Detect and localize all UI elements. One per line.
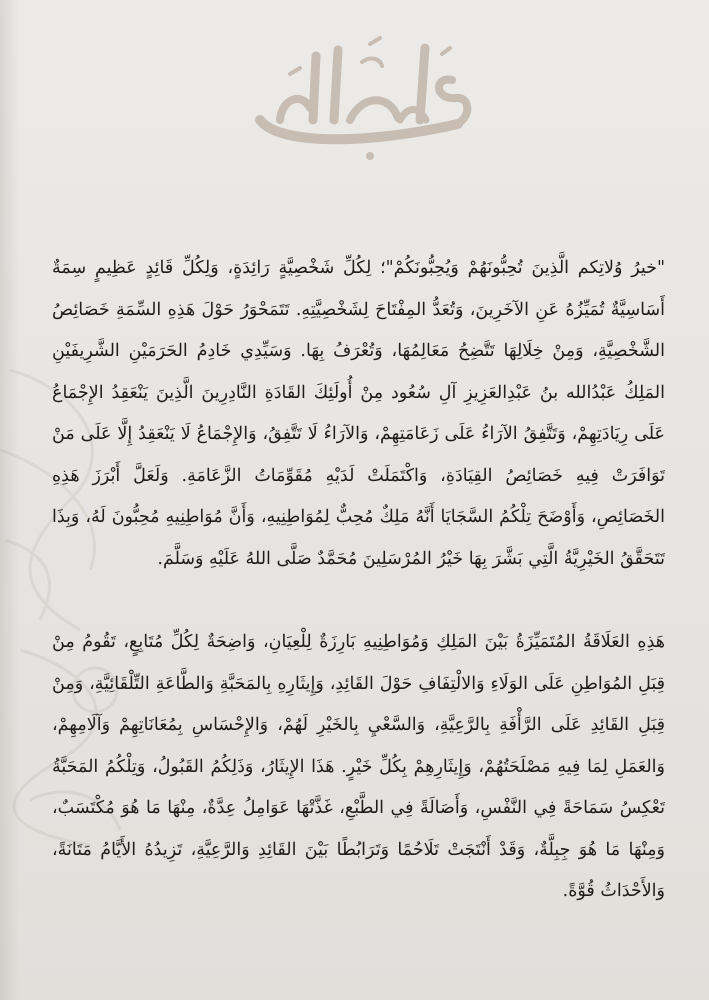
body-text: [52, 248, 665, 913]
emblem-calligraphy: [220, 28, 490, 163]
emblem-svg: [220, 28, 490, 163]
paragraph-2: هَذِهِ العَلَاقَةُ المُتَمَيِّزَةُ بَيْنَ المَلِكِ وَمُوَاطِنِيهِ بَارِزَةٌ لِلْعِيَانِ، وَاضِحَةٌ لِكُلِّ مُتَابِعٍ، تَقُومُ مِنْ قِبَلِ المُوَاطِنِ عَلَى الوَلَاءِ وَالالْتِفَافِ حَوْلَ القَائِدِ، وَإِيثَارِهِ بِالمَحَبَّةِ وَالطَّاعَةِ التِّلْقَائِيَّةِ، وَمِنْ قِبَلِ القَائِدِ عَلَى الرَّأْفَةِ بِالرَّعِيَّةِ، وَالسَّعْيِ بِالخَيْرِ لَهُمْ، وَالإِحْسَاسِ بِمُعَانَاتِهِمْ وَآلَامِهِمْ، وَالعَمَلِ لِمَا فِيهِ مَصْلَحَتُهُمْ، وَإِيثَارِهِمْ بِكُلِّ خَيْرٍ. هَذَا الإِيثَارُ، وَذَلِكُمُ القَبُولُ، وَتِلْكُمُ المَحَبَّةُ تَعْكِسُ سَمَاحَةً فِي النَّفْسِ، وَأَصَالَةً فِي الطَّبْعِ، غَذَّتْهَا عَوَامِلُ عِدَّةٌ، مِنْهَا مَا هُوَ مُكْتَسَبٌ، وَمِنْهَا مَا هُوَ جِبِلَّةٌ، وَقَدْ أَنْتَجَتْ تَلَاحُمًا وَتَرَابُطًا بَيْنَ القَائِدِ وَالرَّعِيَّةِ، تَزِيدُهُ الأَيَّامُ مَتَانَةً، وَالأَحْدَاثُ قُوَّةً.: [52, 632, 665, 901]
paragraph-1: "خيرُ وُلاتِكم الَّذِينَ تُحِبُّونَهُمْ وَيُحِبُّونَكُمْ"؛ لِكُلِّ شَخْصِيَّةٍ رَائِدَةٍ، وَلِكُلِّ قَائِدٍ عَظِيمٍ سِمَةٌ أَسَاسِيَّةٌ تُمَيِّزُهُ عَنِ الآخَرِينَ، وَتُعَدُّ المِفْتَاحَ لِشَخْصِيَّتِهِ. تَتَمَحْوَرُ حَوْلَ هَذِهِ السِّمَةِ خَصَائِصُ الشَّخْصِيَّةِ، وَمِنْ خِلَالِهَا تَتَّضِحُ مَعَالِمُهَا، وَتُعْرَفُ بِهَا. وَسَيِّدِي خَادِمُ الحَرَمَيْنِ الشَّرِيفَيْنِ المَلِكُ عَبْدُالله بنُ عَبْدِالعَزِيزِ آلِ سُعُود مِنْ أُولَئِكَ القَادَةِ النَّادِرِينَ الَّذِينَ يَنْعَقِدُ الإِجْمَاعُ عَلَى رِيَادَتِهِمْ، وَتَتَّفِقُ الآرَاءُ عَلَى زَعَامَتِهِمْ، وَالآرَاءُ لَا تَتَّفِقُ، وَالإِجْمَاعُ لَا يَنْعَقِدُ إِلَّا عَلَى مَنْ تَوَافَرَتْ فِيهِ خَصَائِصُ القِيَادَةِ، وَاكْتَمَلَتْ لَدَيْهِ مُقَوِّمَاتُ الزَّعَامَةِ. وَلَعَلَّ أَبْرَزَ هَذِهِ الخَصَائِصِ، وَأَوْضَحَ تِلْكُمُ السَّجَايَا أَنَّهُ مَلِكٌ مُحِبٌّ لِمُوَاطِنِيهِ، وَأَنَّ مُوَاطِنِيهِ مُحِبُّونَ لَهُ، وَبِذَا تَتَحَقَّقُ الخَيْرِيَّةُ الَّتِي بَشَّرَ بِهَا خَيْرُ المُرْسَلِينَ مُحَمَّدٌ صَلَّى اللهُ عَلَيْهِ وَسَلَّمَ.: [52, 258, 665, 569]
emblem-label: [220, 110, 490, 111]
